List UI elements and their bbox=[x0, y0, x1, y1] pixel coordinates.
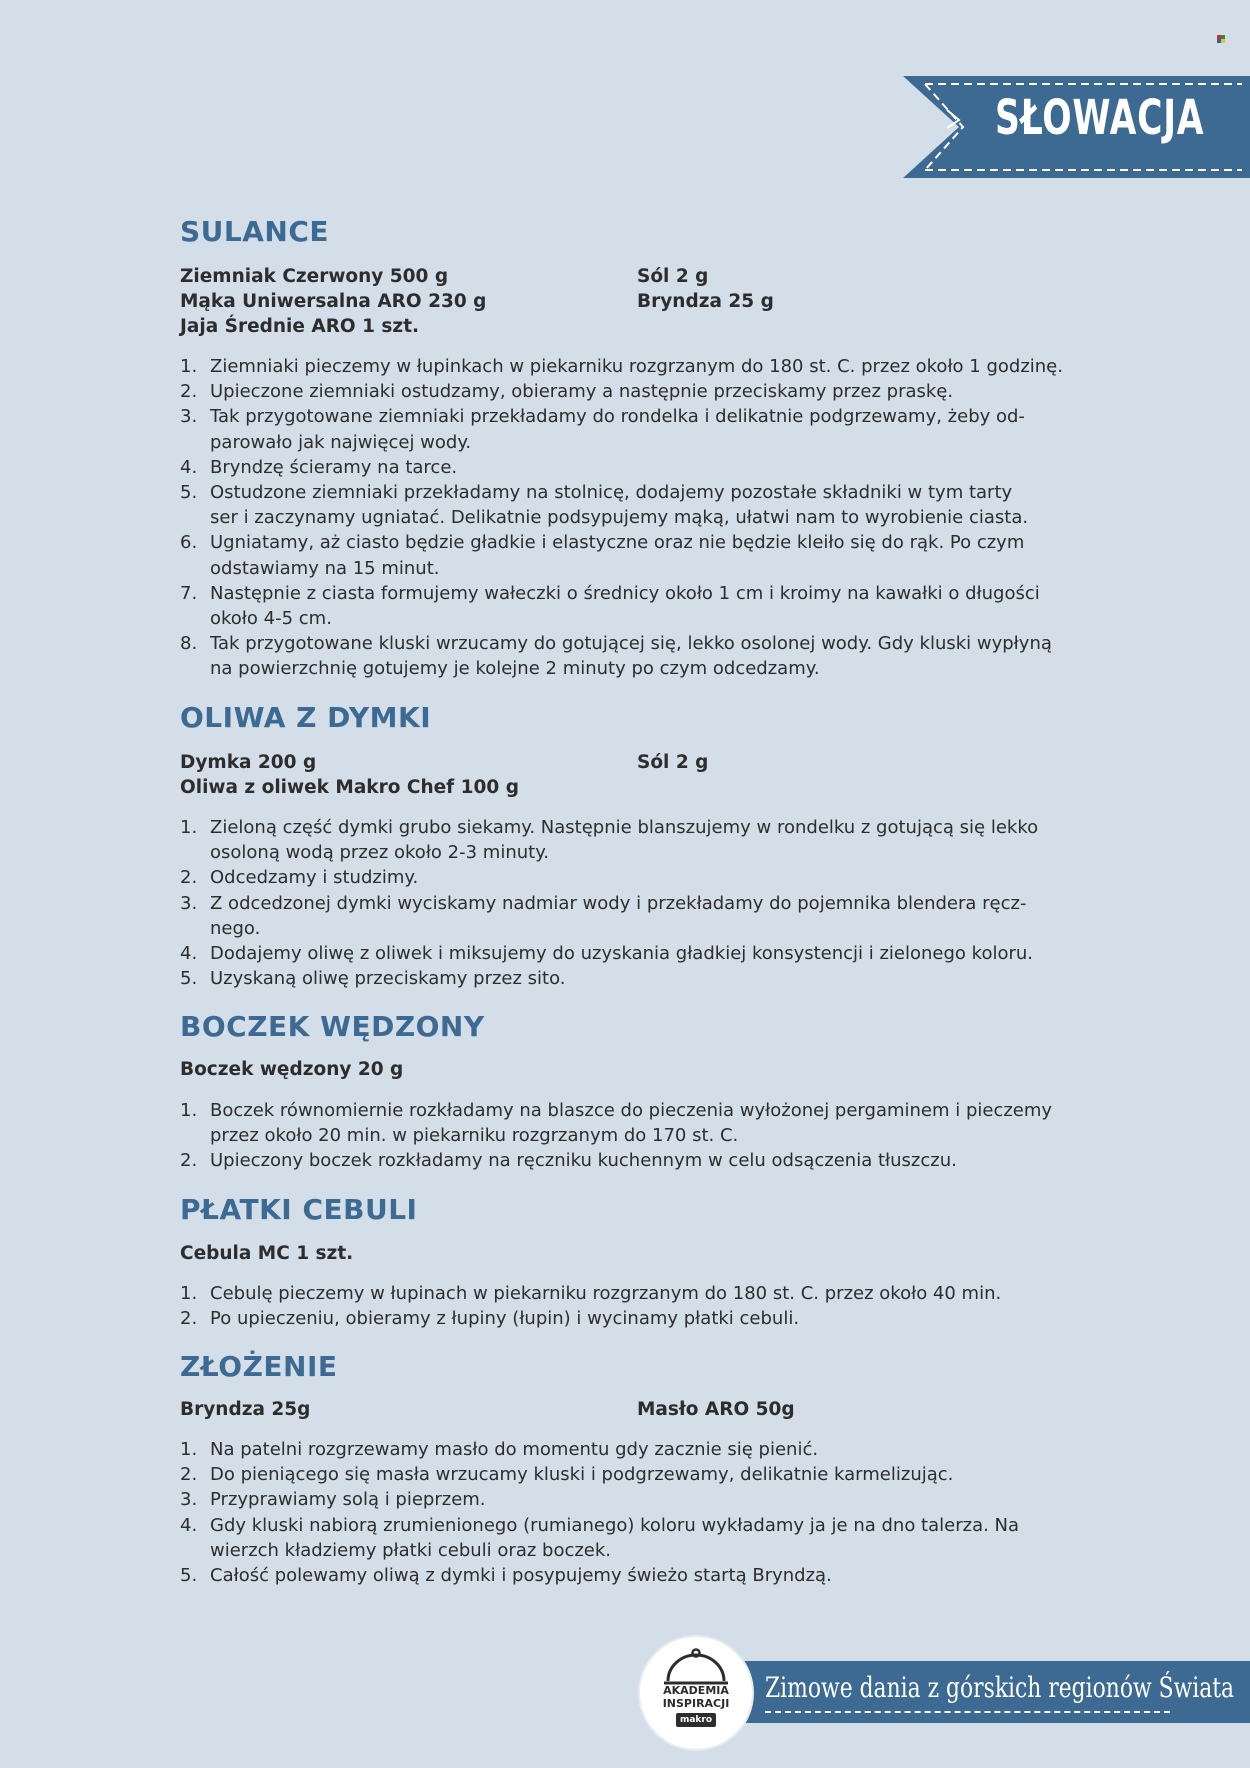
step-text: Dodajemy oliwę z oliwek i miksujemy do uzyskania gładkiej konsystencji i zielonego koloru. bbox=[210, 943, 1033, 965]
step-item bbox=[180, 1306, 1080, 1331]
corner-color-mark bbox=[1217, 35, 1225, 43]
step-item bbox=[180, 865, 1080, 890]
step-item bbox=[180, 941, 1080, 966]
step-item bbox=[180, 1563, 1080, 1588]
steps-list-boczek bbox=[180, 1098, 1080, 1174]
step-text: Bryndzę ścieramy na tarce. bbox=[210, 456, 458, 478]
ingredient: Dymka 200 g bbox=[180, 752, 317, 773]
step-number: 1. bbox=[180, 1100, 198, 1121]
step-item bbox=[180, 1462, 1080, 1487]
step-number: 2. bbox=[180, 867, 198, 889]
section-title-zlozenie: ZŁOŻENIE bbox=[180, 1350, 338, 1383]
ingredient: Ziemniak Czerwony 500 g bbox=[180, 266, 449, 287]
section-title-platki: PŁATKI CEBULI bbox=[180, 1193, 418, 1226]
step-number: 5. bbox=[180, 968, 198, 990]
step-item bbox=[180, 404, 1080, 454]
step-item bbox=[180, 631, 1080, 681]
step-number: 3. bbox=[180, 1489, 198, 1511]
step-item bbox=[180, 1513, 1080, 1563]
ingredient: Boczek wędzony 20 g bbox=[180, 1059, 404, 1080]
footer-dashed-line bbox=[765, 1711, 1170, 1713]
ingredient: Jaja Średnie ARO 1 szt. bbox=[180, 316, 420, 337]
ingredient: Bryndza 25 g bbox=[637, 291, 774, 312]
cloche-icon bbox=[656, 1645, 736, 1685]
section-title-oliwa: OLIWA Z DYMKI bbox=[180, 701, 432, 734]
step-text: Odcedzamy i studzimy. bbox=[210, 867, 419, 889]
step-number: 1. bbox=[180, 1283, 198, 1304]
steps-list-zlozenie bbox=[180, 1437, 1080, 1588]
akademia-logo bbox=[640, 1637, 752, 1749]
step-item bbox=[180, 966, 1080, 991]
step-text: Z odcedzonej dymki wyciskamy nadmiar wody i przekładamy do pojemnika blendera ręcz- nego. bbox=[210, 892, 1027, 939]
ingredient: Masło ARO 50g bbox=[637, 1399, 795, 1420]
ingredient: Cebula MC 1 szt. bbox=[180, 1243, 354, 1264]
step-number: 8. bbox=[180, 633, 198, 655]
step-item bbox=[180, 1437, 1080, 1462]
section-title-boczek: BOCZEK WĘDZONY bbox=[180, 1010, 485, 1043]
step-number: 2. bbox=[180, 1308, 198, 1330]
logo-line-1: AKADEMIA bbox=[663, 1684, 729, 1697]
step-number: 3. bbox=[180, 406, 198, 428]
logo-line-2: INSPIRACJI bbox=[662, 1697, 730, 1710]
step-text: Gdy kluski nabiorą zrumienionego (rumianego) koloru wykładamy ja je na dno talerza. Na wierzch kładziemy płatki cebuli oraz boczek. bbox=[210, 1514, 1020, 1561]
step-number: 5. bbox=[180, 1565, 198, 1587]
step-text: Ziemniaki pieczemy w łupinkach w piekarniku rozgrzanym do 180 st. C. przez około 1 godzinę. bbox=[210, 356, 1063, 377]
step-item bbox=[180, 480, 1080, 530]
step-number: 4. bbox=[180, 1514, 198, 1536]
step-text: Następnie z ciasta formujemy wałeczki o średnicy około 1 cm i kroimy na kawałki o długości około 4-5 cm. bbox=[210, 582, 1040, 630]
step-number: 7. bbox=[180, 582, 198, 604]
steps-list-platki bbox=[180, 1281, 1080, 1331]
step-item bbox=[180, 1098, 1080, 1148]
step-item bbox=[180, 891, 1080, 941]
step-text: Całość polewamy oliwą z dymki i posypujemy świeżo startą Bryndzą. bbox=[210, 1565, 832, 1587]
step-text: Tak przygotowane ziemniaki przekładamy do rondelka i delikatnie podgrzewamy, żeby od- parowało jak najwięcej wody. bbox=[210, 406, 1025, 453]
step-text: Ugniatamy, aż ciasto będzie gładkie i elastyczne oraz nie będzie kleiło się do rąk. Po czym odstawiamy na 15 minut. bbox=[210, 532, 1025, 579]
step-number: 4. bbox=[180, 456, 198, 478]
step-item bbox=[180, 455, 1080, 480]
ingredient: Mąka Uniwersalna ARO 230 g bbox=[180, 291, 487, 312]
step-item bbox=[180, 581, 1080, 631]
step-item bbox=[180, 815, 1080, 865]
step-item bbox=[180, 354, 1080, 379]
ingredient: Sól 2 g bbox=[637, 752, 709, 773]
step-text: Upieczone ziemniaki ostudzamy, obieramy a następnie przeciskamy przez praskę. bbox=[210, 381, 954, 403]
step-text: Upieczony boczek rozkładamy na ręczniku kuchennym w celu odsączenia tłuszczu. bbox=[210, 1150, 957, 1172]
step-text: Tak przygotowane kluski wrzucamy do gotującej się, lekko osolonej wody. Gdy kluski wypłyną na powierzchnię gotujemy je kolejne 2 minuty po czym odcedzamy. bbox=[210, 633, 1052, 680]
step-text: Cebulę pieczemy w łupinach w piekarniku rozgrzanym do 180 st. C. przez około 40 min. bbox=[210, 1283, 1002, 1304]
step-text: Ostudzone ziemniaki przekładamy na stolnicę, dodajemy pozostałe składniki w tym tarty ser i zaczynamy ugniatać. Delikatnie podsypujemy mąką, ułatwi nam to wyrobienie ciasta. bbox=[210, 482, 1029, 529]
step-item bbox=[180, 379, 1080, 404]
ingredient: Oliwa z oliwek Makro Chef 100 g bbox=[180, 777, 519, 798]
step-item bbox=[180, 1281, 1080, 1306]
country-banner bbox=[903, 76, 1250, 178]
step-item bbox=[180, 1148, 1080, 1173]
step-number: 2. bbox=[180, 1150, 198, 1172]
step-text: Przyprawiamy solą i pieprzem. bbox=[210, 1489, 486, 1511]
step-number: 2. bbox=[180, 381, 198, 403]
country-title: SŁOWACJA bbox=[995, 90, 1205, 146]
step-number: 5. bbox=[180, 482, 198, 504]
step-text: Na patelni rozgrzewamy masło do momentu gdy zacznie się pienić. bbox=[210, 1439, 819, 1460]
steps-list-sulance bbox=[180, 354, 1080, 682]
step-number: 3. bbox=[180, 892, 198, 914]
steps-list-oliwa bbox=[180, 815, 1080, 991]
step-number: 1. bbox=[180, 817, 198, 838]
section-title-sulance: SULANCE bbox=[180, 215, 330, 248]
step-text: Po upieczeniu, obieramy z łupiny (łupin) i wycinamy płatki cebuli. bbox=[210, 1308, 800, 1330]
footer-tagline: Zimowe dania z górskich regionów Świata bbox=[765, 1671, 1235, 1704]
step-text: Zieloną część dymki grubo siekamy. Następnie blanszujemy w rondelku z gotującą się lekko osoloną wodą przez około 2-3 minuty. bbox=[210, 817, 1039, 864]
step-number: 4. bbox=[180, 943, 198, 965]
step-text: Do pieniącego się masła wrzucamy kluski i podgrzewamy, delikatnie karmelizując. bbox=[210, 1464, 954, 1486]
step-text: Boczek równomiernie rozkładamy na blaszce do pieczenia wyłożonej pergaminem i pieczemy przez około 20 min. w piekarniku rozgrzanym do 170 st. C. bbox=[210, 1100, 1053, 1147]
step-text: Uzyskaną oliwę przeciskamy przez sito. bbox=[210, 968, 566, 990]
step-number: 6. bbox=[180, 532, 198, 554]
step-number: 1. bbox=[180, 1439, 198, 1460]
ingredient: Bryndza 25g bbox=[180, 1399, 311, 1420]
logo-brand-badge: makro bbox=[676, 1713, 716, 1727]
step-item bbox=[180, 530, 1080, 580]
footer-band bbox=[735, 1661, 1250, 1723]
step-number: 1. bbox=[180, 356, 198, 377]
ingredient: Sól 2 g bbox=[637, 266, 709, 287]
step-item bbox=[180, 1487, 1080, 1512]
step-number: 2. bbox=[180, 1464, 198, 1486]
